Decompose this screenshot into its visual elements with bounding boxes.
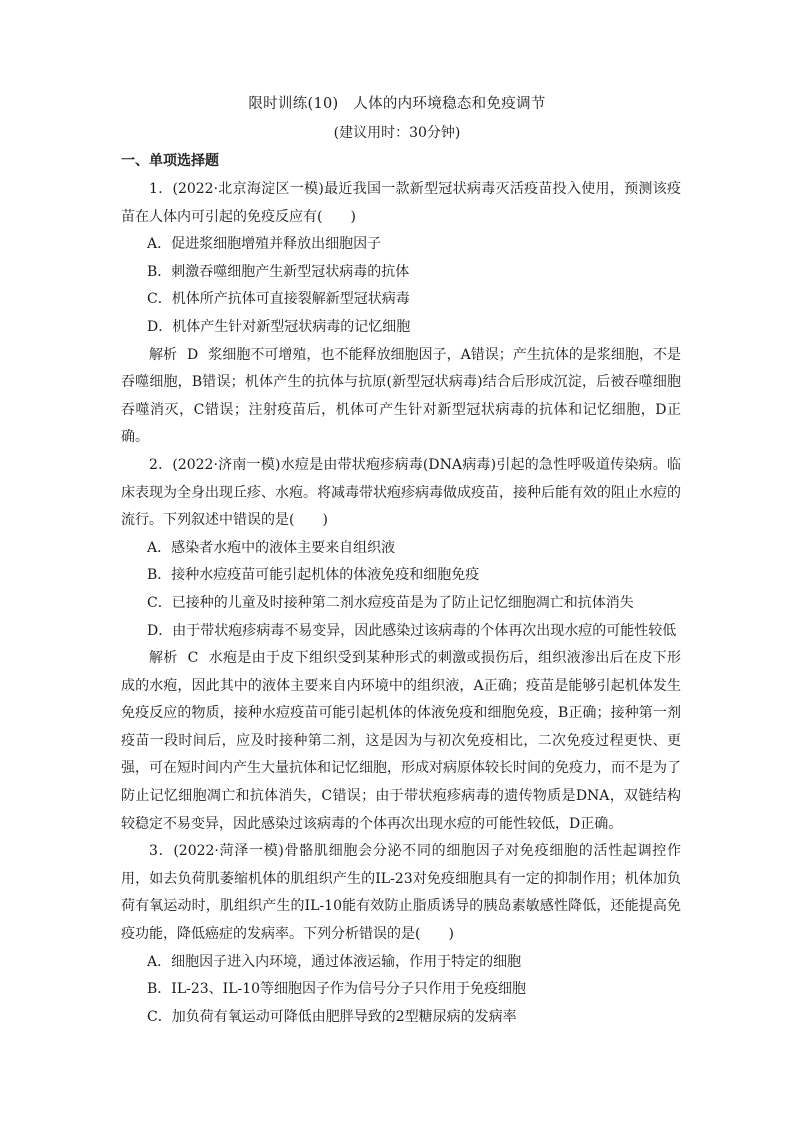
option-a: A．促进浆细胞增殖并释放出细胞因子: [147, 236, 382, 253]
explanation-text: 浆细胞不可增殖，也不能释放细胞因子，A错误；产生抗体的是浆细胞，不是吞噬细胞，B错误；机体产生的抗体与抗原(新型冠状病毒)结合后形成沉淀，后被吞噬细胞吞噬消灭，C错误；注射疫苗后，机体可产生针对新型冠状病毒的抗体和记忆细胞，D正确。: [121, 346, 682, 446]
question-list: [121, 176, 681, 1031]
question-3: [121, 838, 681, 1031]
page-title: 限时训练(10) 人体的内环境稳态和免疫调节: [248, 96, 546, 112]
answer-letter: C: [187, 650, 199, 667]
section-heading: 一、单项选择题: [121, 153, 219, 169]
question-stem: 3．(2022·菏泽一模)骨骼肌细胞会分泌不同的细胞因子对免疫细胞的活性起调控作用，如去负荷肌萎缩机体的肌组织产生的IL-23对免疫细胞具有一定的抑制作用；机体加负荷有氧运动时，肌组织产生的IL-10能有效防止脂质诱导的胰岛素敏感性降低，还能提高免疫功能，降低癌症的发病率。下列分析错误的是( ): [121, 843, 681, 943]
option-a: A．感染者水疱中的液体主要来自组织液: [147, 539, 396, 556]
explanation-label: 解析: [149, 650, 178, 667]
question-1: [121, 176, 681, 452]
option-c: C．机体所产抗体可直接裂解新型冠状病毒: [147, 291, 410, 308]
option-a: A．细胞因子进入内环境，通过体液运输，作用于特定的细胞: [147, 953, 522, 970]
option-b: B．刺激吞噬细胞产生新型冠状病毒的抗体: [147, 263, 410, 280]
suggested-time: (建议用时：30分钟): [333, 125, 461, 141]
option-b: B．接种水痘疫苗可能引起机体的体液免疫和细胞免疫: [147, 567, 480, 584]
question-2: [121, 452, 681, 838]
question-stem: 1．(2022·北京海淀区一模)最近我国一款新型冠状病毒灭活疫苗投入使用，预测该疫苗在人体内可引起的免疫反应有( ): [121, 181, 681, 225]
option-d: D．机体产生针对新型冠状病毒的记忆细胞: [147, 318, 411, 335]
explanation-text: 水疱是由于皮下组织受到某种形式的刺激或损伤后，组织液渗出后在皮下形成的水疱，因此其中的液体主要来自内环境中的组织液，A正确；疫苗是能够引起机体发生免疫反应的物质，接种水痘疫苗可能引起机体的体液免疫和细胞免疫，B正确；接种第一剂疫苗一段时间后，应及时接种第二剂，这是因为与初次免疫相比，二次免疫过程更快、更强，可在短时间内产生大量抗体和记忆细胞，形成对病原体较长时间的免疫力，而不是为了防止记忆细胞凋亡和抗体消失，C错误；由于带状疱疹病毒的遗传物质是DNA，双链结构较稳定不易变异，因此感染过该病毒的个体再次出现水痘的可能性较低，D正确。: [121, 650, 682, 832]
explanation-label: 解析: [149, 346, 178, 363]
option-d: D．由于带状疱疹病毒不易变异，因此感染过该病毒的个体再次出现水痘的可能性较低: [147, 622, 677, 639]
option-c: C．已接种的儿童及时接种第二剂水痘疫苗是为了防止记忆细胞凋亡和抗体消失: [147, 594, 634, 611]
question-stem: 2．(2022·济南一模)水痘是由带状疱疹病毒(DNA病毒)引起的急性呼吸道传染病。临床表现为全身出现丘疹、水疱。将减毒带状疱疹病毒做成疫苗，接种后能有效的阻止水痘的流行。下列叙述中错误的是( ): [121, 456, 681, 529]
answer-letter: D: [187, 346, 199, 363]
option-c: C．加负荷有氧运动可降低由肥胖导致的2型糖尿病的发病率: [147, 1008, 517, 1025]
option-b: B．IL-23、IL-10等细胞因子作为信号分子只作用于免疫细胞: [147, 981, 527, 998]
explanation: [121, 645, 681, 838]
explanation: [121, 342, 681, 452]
